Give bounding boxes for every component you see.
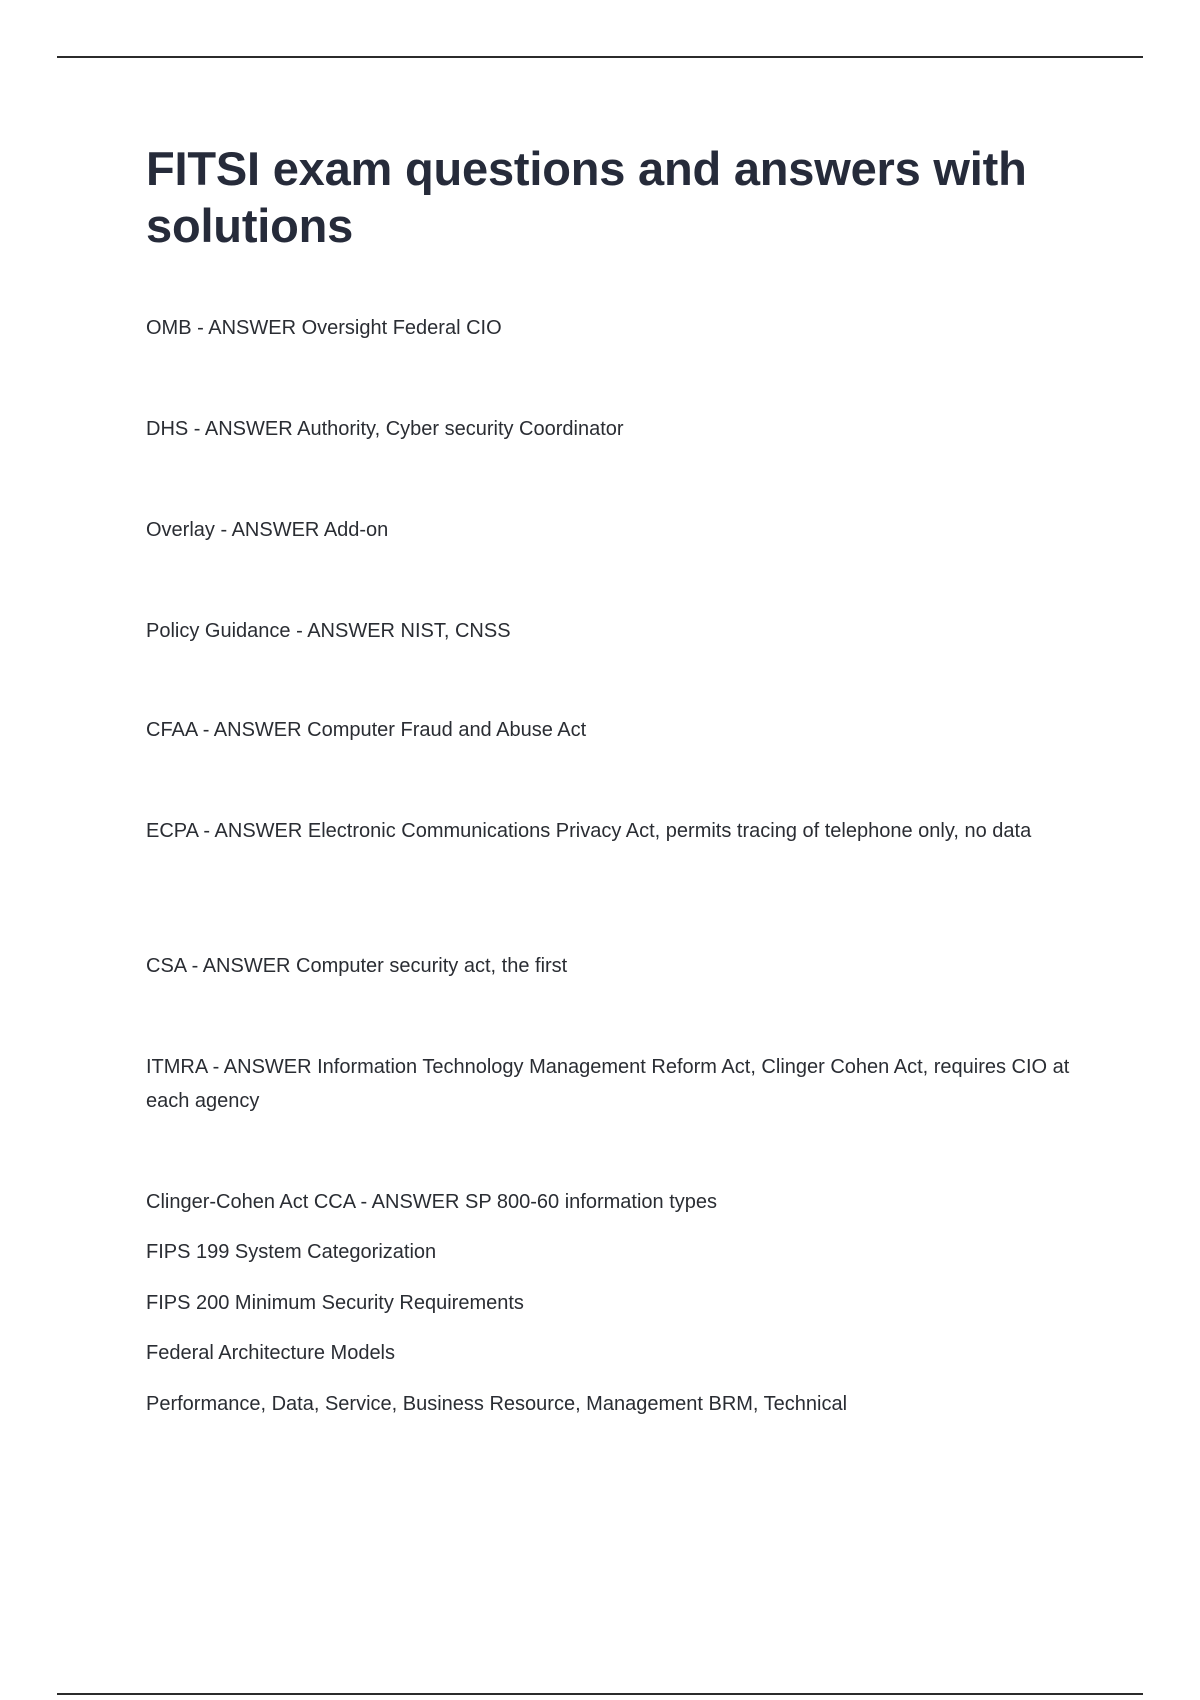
continuation-line-reference-models: Performance, Data, Service, Business Resource, Management BRM, Technical bbox=[146, 1393, 848, 1415]
continuation-line-fips-199: FIPS 199 System Categorization bbox=[146, 1241, 437, 1263]
continuation-line-architecture-models: Federal Architecture Models bbox=[146, 1342, 396, 1364]
qa-item-overlay: Overlay - ANSWER Add-on bbox=[146, 519, 389, 541]
continuation-line-fips-200: FIPS 200 Minimum Security Requirements bbox=[146, 1292, 524, 1314]
qa-item-omb: OMB - ANSWER Oversight Federal CIO bbox=[146, 317, 502, 339]
qa-item-itmra: ITMRA - ANSWER Information Technology Management Reform Act, Clinger Cohen Act, requires CIO at each agency bbox=[146, 1056, 1070, 1112]
qa-item-policy-guidance: Policy Guidance - ANSWER NIST, CNSS bbox=[146, 620, 511, 642]
top-divider bbox=[57, 56, 1143, 58]
page-title: FITSI exam questions and answers with solutions bbox=[146, 142, 1027, 252]
bottom-divider bbox=[57, 1693, 1143, 1695]
qa-item-dhs: DHS - ANSWER Authority, Cyber security Coordinator bbox=[146, 418, 624, 440]
qa-item-ecpa: ECPA - ANSWER Electronic Communications Privacy Act, permits tracing of telephone only, no data bbox=[146, 820, 1032, 842]
qa-item-cfaa: CFAA - ANSWER Computer Fraud and Abuse Act bbox=[146, 719, 587, 741]
qa-item-clinger-cohen: Clinger-Cohen Act CCA - ANSWER SP 800-60 information types bbox=[146, 1191, 717, 1213]
qa-item-csa: CSA - ANSWER Computer security act, the first bbox=[146, 955, 568, 977]
